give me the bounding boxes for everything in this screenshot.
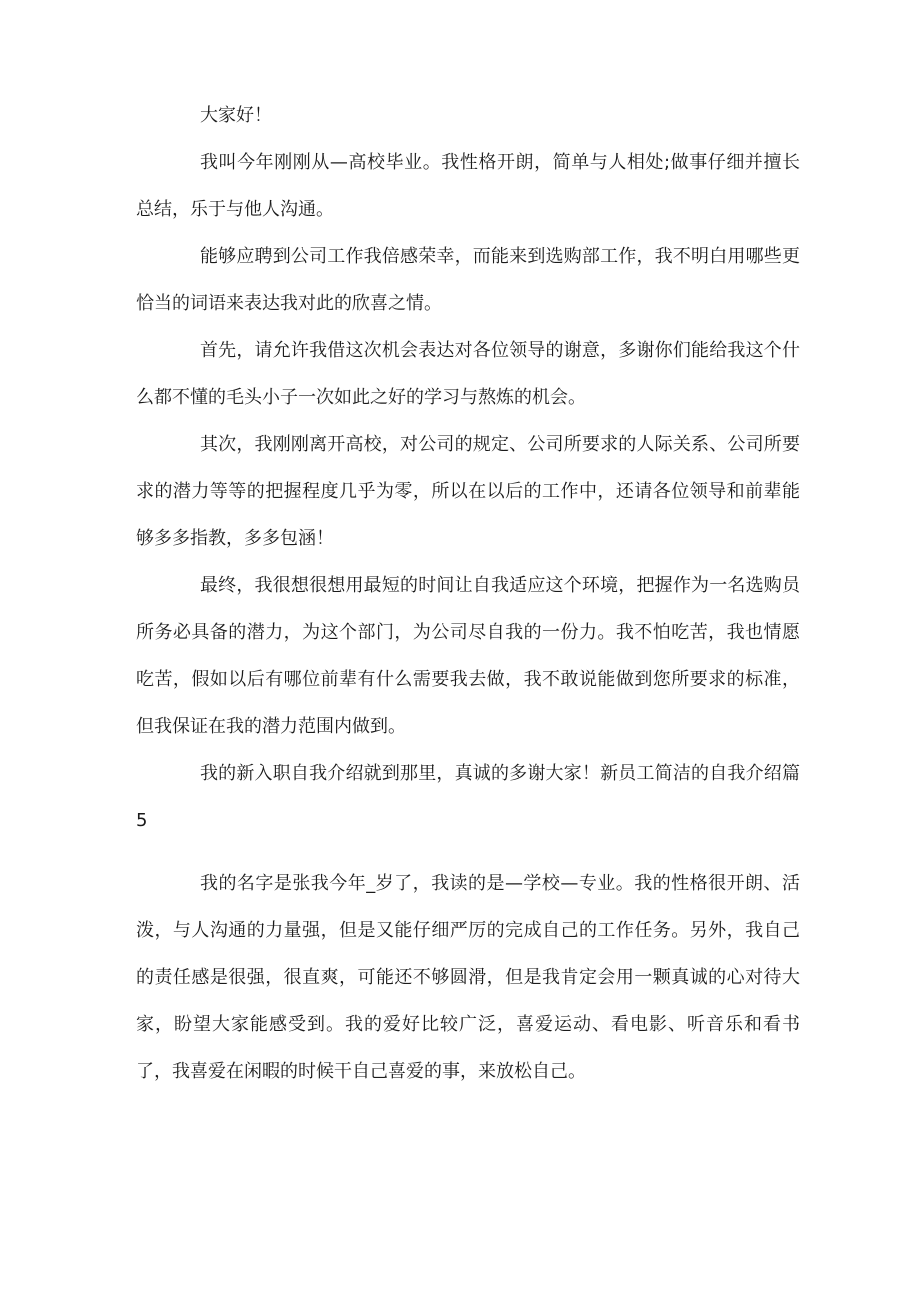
- paragraph-honored: 能够应聘到公司工作我倍感荣幸，而能来到选购部工作，我不明白用哪些更恰当的词语来表达我对此的欣喜之情。: [136, 246, 800, 314]
- paragraph-greeting: 大家好！: [200, 105, 272, 126]
- paragraph-thanks: 首先，请允许我借这次机会表达对各位领导的谢意，多谢你们能给我这个什么都不懂的毛头小子一次如此之好的学习与熬炼的机会。: [136, 340, 800, 408]
- document-body: [136, 92, 800, 1095]
- paragraph-secondly: 其次，我刚刚离开高校，对公司的规定、公司所要求的人际关系、公司所要求的潜力等等的把握程度几乎为零，所以在以后的工作中，还请各位领导和前辈能够多多指教，多多包涵！: [136, 434, 800, 549]
- section-gap: [136, 844, 800, 860]
- paragraph-closing: 我的新入职自我介绍就到那里，真诚的多谢大家！新员工简洁的自我介绍篇 5: [136, 763, 800, 831]
- paragraph-self-introduction-5: 我的名字是张我今年_岁了，我读的是—学校—专业。我的性格很开朗、活泼，与人沟通的力量强，但是又能仔细严厉的完成自己的工作任务。另外，我自己的责任感是很强，很直爽，可能还不够圆滑，但是我肯定会用一颗真诚的心对待大家，盼望大家能感受到。我的爱好比较广泛，喜爱运动、看电影、听音乐和看书了，我喜爱在闲暇的时候干自己喜爱的事，来放松自己。: [136, 873, 800, 1082]
- paragraph-finally: 最终，我很想很想用最短的时间让自我适应这个环境，把握作为一名选购员所务必具备的潜力，为这个部门，为公司尽自我的一份力。我不怕吃苦，我也情愿吃苦，假如以后有哪位前辈有什么需要我去做，我不敢说能做到您所要求的标准，但我保证在我的潜力范围内做到。: [136, 575, 800, 737]
- paragraph-introduction: 我叫今年刚刚从—高校毕业。我性格开朗，简单与人相处;做事仔细并擅长总结，乐于与他人沟通。: [136, 152, 800, 220]
